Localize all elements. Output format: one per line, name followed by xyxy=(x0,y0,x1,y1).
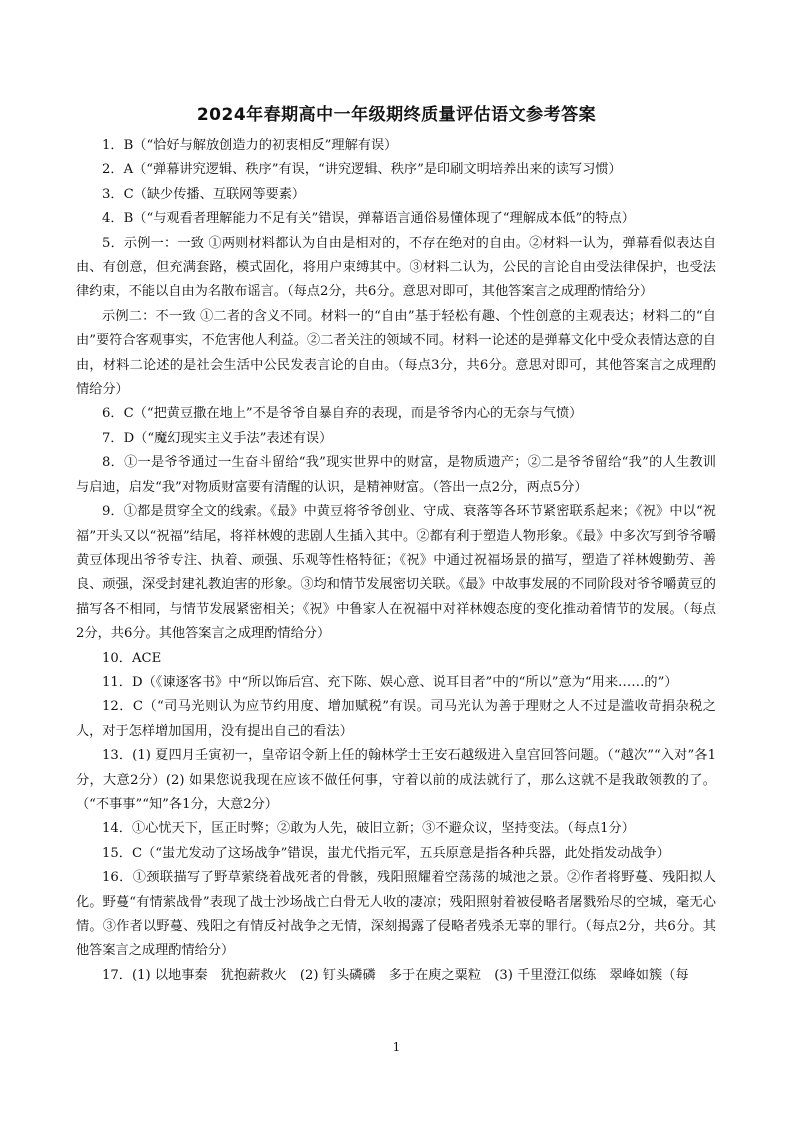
answer-item-6: 6．C（“把黄豆撒在地上”不是爷爷自暴自弃的表现，而是爷爷内心的无奈与气愤） xyxy=(102,406,583,422)
answer-item-8: 8．①一是爷爷通过一生奋斗留给“我”现实世界中的财富，是物质遗产；②二是爷爷留给“我”的人生教训与启迪，启发“我”对物质财富要有清醒的认识，是精神财富。（答出一点2分，两点5分） xyxy=(76,455,716,495)
answer-item-13: 13．(1) 夏四月壬寅初一，皇帝诏令新上任的翰林学士王安石越级进入皇宫回答问题。（“越次”“入对”各1分，大意2分）(2) 如果您说我现在应该不做任何事，守着以前的成法就行了，那么这就不是我敢领教的了。（“不事事”“知”各1分，大意2分） xyxy=(76,748,716,812)
answer-item-1: 1．B（“恰好与解放创造力的初衷相反”理解有误） xyxy=(102,138,398,153)
answer-item-9: 9．①都是贯穿全文的线索。《最》中黄豆将爷爷创业、守成、衰落等各环节紧密联系起来；《祝》中以“祝福”开头又以“祝福”结尾，将祥林嫂的悲剧人生插入其中。②都有利于塑造人物形象。《最》中多次写到爷爷嚼黄豆体现出爷爷专注、执着、顽强、乐观等性格特征；《祝》中通过祝福场景的描写，塑造了祥林嫂勤劳、善良、顽强，深受封建礼教迫害的形象。③均和情节发展密切关联。《最》中故事发展的不同阶段对爷爷嚼黄豆的描写各不相同，与情节发展紧密相关；《祝》中鲁家人在祝福中对祥林嫂态度的变化推动着情节的发展。（每点2分，共6分。其他答案言之成理酌情给分） xyxy=(76,504,716,642)
answer-item-12: 12．C（“司马光则认为应节约用度、增加赋税”有误。司马光认为善于理财之人不过是滥收苛捐杂税之人，对于怎样增加国用，没有提出自己的看法） xyxy=(76,699,716,739)
answer-list xyxy=(76,134,716,988)
answer-item-10: 10．ACE xyxy=(102,650,162,666)
answer-item-4: 4．B（“与观看者理解能力不足有关”错误，弹幕语言通俗易懂体现了“理解成本低”的特点） xyxy=(102,211,635,227)
page-number: 1 xyxy=(392,1040,401,1054)
answer-item-3: 3．C（缺少传播、互联网等要素） xyxy=(102,186,306,202)
answer-item-15: 15．C（“蚩尤发动了这场战争”错误，蚩尤代指元军，五兵原意是指各种兵器，此处指发动战争） xyxy=(102,845,670,861)
answer-item-5-example-1: 5．示例一：一致 ①两则材料都认为自由是相对的，不存在绝对的自由。②材料一认为，弹幕看似表达自由、有创意，但充满套路，模式固化，将用户束缚其中。③材料二认为，公民的言论自由受法律保护，也受法律约束，不能以自由为名散布谣言。（每点2分，共6分。意思对即可，其他答案言之成理酌情给分） xyxy=(76,235,716,300)
answer-item-17: 17．(1) 以地事秦 犹抱薪救火 (2) 钉头磷磷 多于在庾之粟粒 (3) 千里澄江似练 翠峰如簇（每 xyxy=(102,967,689,983)
answer-item-16: 16．①颈联描写了野草萦绕着战死者的骨骸，残阳照耀着空荡荡的城池之景。②作者将野蔓、残阳拟人化。野蔓“有情萦战骨”表现了战士沙场战亡白骨无人收的凄凉；残阳照射着被侵略者屠戮殆尽的空城，毫无心情。③作者以野蔓、残阳之有情反衬战争之无情，深刻揭露了侵略者残杀无辜的罪行。（每点2分，共6分。其他答案言之成理酌情给分） xyxy=(76,870,716,959)
answer-item-5-example-2: 示例二：不一致 ①二者的含义不同。材料一的“自由”基于轻松有趣、个性创意的主观表达；材料二的“自由”要符合客观事实，不危害他人利益。②二者关注的领域不同。材料一论述的是弹幕文化中受众表情达意的自由，材料二论述的是社会生活中公民发表言论的自由。（每点3分，共6分。意思对即可，其他答案言之成理酌情给分） xyxy=(76,308,716,398)
page-title: 2024年春期高中一年级期终质量评估语文参考答案 xyxy=(196,105,597,125)
answer-item-14: 14．①心忧天下，匡正时弊；②敢为人先，破旧立新；③不避众议，坚持变法。（每点1分） xyxy=(102,821,635,837)
answer-item-2: 2．A（“弹幕讲究逻辑、秩序”有误，“讲究逻辑、秩序”是印刷文明培养出来的读写习惯） xyxy=(102,162,622,178)
answer-item-11: 11．D（《谏逐客书》中“所以饰后宫、充下陈、娱心意、说耳目者”中的“所以”意为“用来……的”） xyxy=(102,674,678,690)
answer-item-7: 7．D（“魔幻现实主义手法”表述有误） xyxy=(102,430,333,446)
